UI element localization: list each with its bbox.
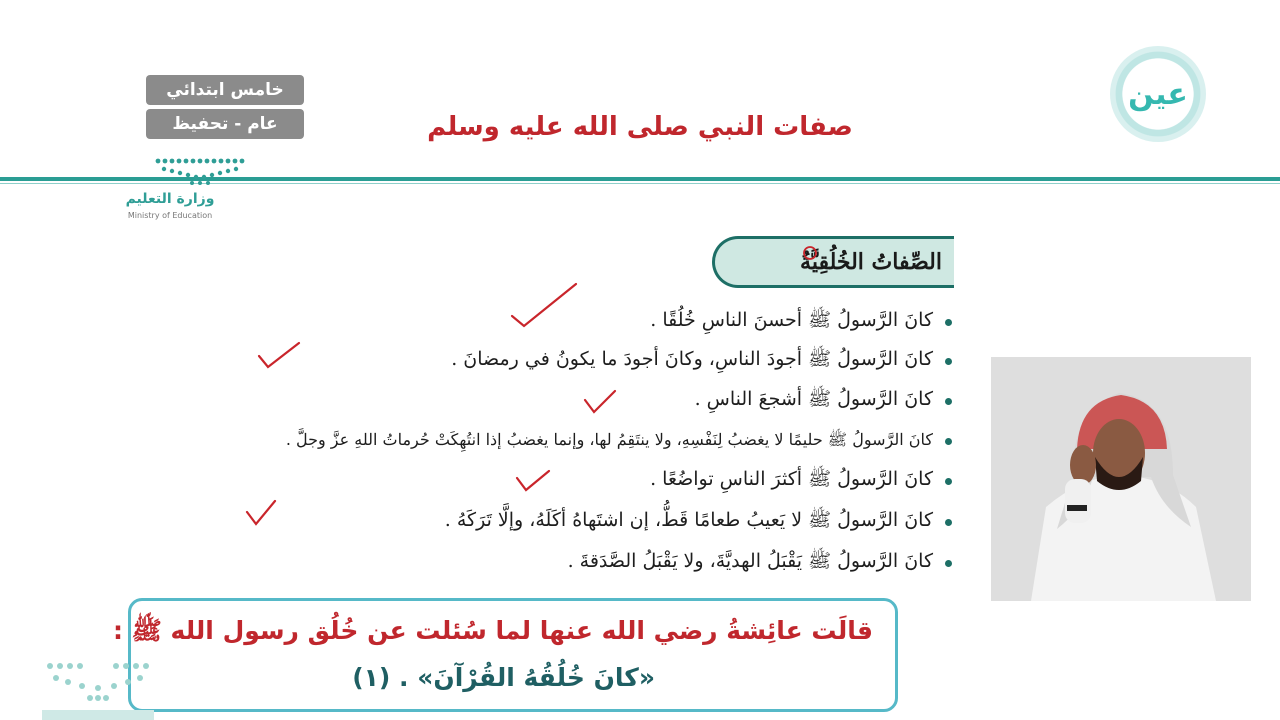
check-mark-icon xyxy=(514,468,552,494)
ministry-name-en: Ministry of Education xyxy=(127,211,213,220)
ministry-watermark-icon xyxy=(42,660,154,720)
ain-logo xyxy=(1110,46,1206,142)
bullet-dot-icon xyxy=(945,478,952,485)
bullet-dot-icon xyxy=(945,438,952,445)
ministry-name-ar: وزارة التعليم xyxy=(125,191,215,207)
bullet-text: كانَ الرَّسولُ ﷺ يَقْبَلُ الهديَّةَ، ولا يَقْبَلُ الصَّدَقةَ . xyxy=(567,550,933,572)
check-mark-icon xyxy=(244,498,278,528)
bullet-text: كانَ الرَّسولُ ﷺ أحسنَ الناسِ خُلُقًا . xyxy=(650,309,933,331)
teacher-video xyxy=(991,357,1251,601)
quote-text: «كانَ خُلُقُهُ القُرْآنَ» . (١) xyxy=(352,663,655,692)
section-title: الصِّفاتُ الخُلُقِيَّةُ xyxy=(800,249,942,275)
bullet-dot-icon xyxy=(945,560,952,567)
grade-label: خامس ابتدائي xyxy=(166,80,284,100)
ministry-logo-icon xyxy=(152,155,248,185)
section-header xyxy=(712,236,954,288)
check-mark-icon xyxy=(508,280,580,330)
check-mark-icon xyxy=(582,388,618,416)
bullet-dot-icon xyxy=(945,519,952,526)
bullet-dot-icon xyxy=(945,398,952,405)
quote-intro: قالَت عائِشةُ رضي الله عنها لما سُئلت عن خُلُق رسول الله ﷺ : xyxy=(112,616,873,645)
bullet-text: كانَ الرَّسولُ ﷺ أجودَ الناسِ، وكانَ أجودَ ما يكونُ في رمضانَ . xyxy=(451,348,933,370)
lesson-title: صفات النبي صلى الله عليه وسلم xyxy=(427,112,853,142)
teacher-figure xyxy=(991,357,1251,601)
bullet-item xyxy=(650,305,952,339)
bullet-dot-icon xyxy=(945,319,952,326)
bullet-text: كانَ الرَّسولُ ﷺ لا يَعيبُ طعامًا قَطُّ، إن اشتَهاهُ أكَلَهُ، وإلَّا تَرَكَهُ . xyxy=(444,509,933,531)
bullet-text: كانَ الرَّسولُ ﷺ أكثرَ الناسِ تواضُعًا . xyxy=(650,468,933,490)
track-badge xyxy=(146,109,304,139)
bullet-dot-icon xyxy=(945,358,952,365)
grade-badge xyxy=(146,75,304,105)
hadith-quote-box xyxy=(112,598,898,712)
ain-logo-text: عين xyxy=(1128,76,1188,112)
check-mark-icon xyxy=(256,340,302,370)
bullet-item xyxy=(286,424,952,458)
track-label: عام - تحفيظ xyxy=(172,114,278,134)
bullet-item xyxy=(451,344,952,378)
bullet-item xyxy=(695,384,952,418)
bullet-text: كانَ الرَّسولُ ﷺ حليمًا لا يغضبُ لِنَفْسِهِ، ولا ينتَقِمُ لها، وإنما يغضبُ إذا انتُهِكَتْ حُرماتُ اللهِ عزَّ وجلَّ . xyxy=(285,429,933,449)
annotation-circle-icon xyxy=(800,244,820,262)
bullet-item xyxy=(650,464,952,498)
bullet-item xyxy=(568,546,952,580)
bullet-item xyxy=(445,505,952,539)
bullet-text: كانَ الرَّسولُ ﷺ أشجعَ الناسِ . xyxy=(694,388,933,410)
